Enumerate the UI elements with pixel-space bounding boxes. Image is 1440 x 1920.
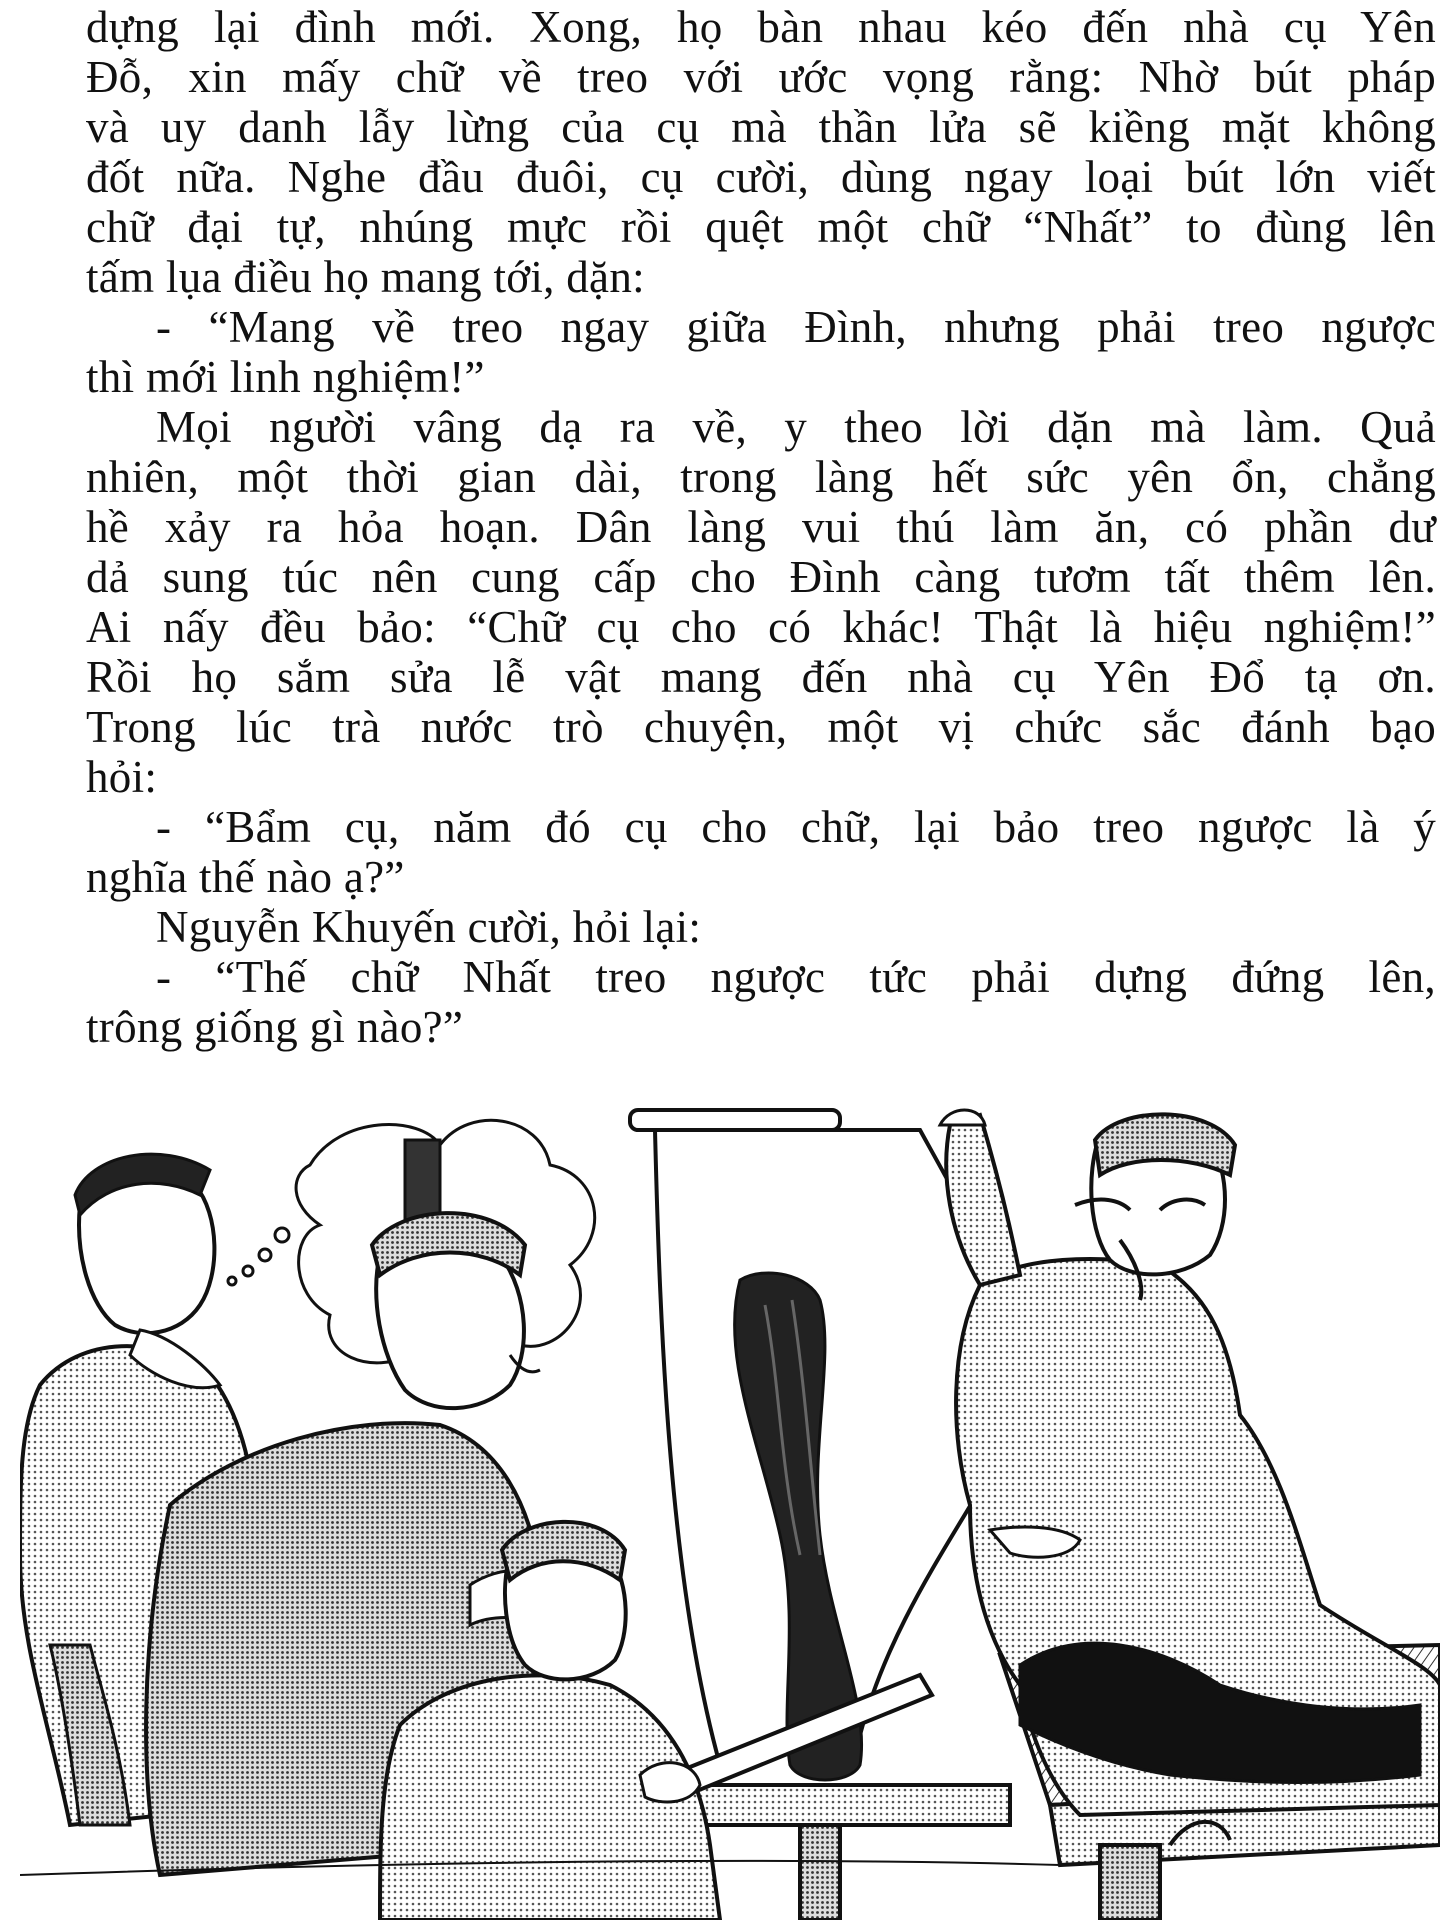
text-line: hề xảy ra hỏa hoạn. Dân làng vui thú làm ăn, có phần dư [86, 502, 1436, 552]
text-line: hỏi: [86, 752, 158, 802]
text-line: thì mới linh nghiệm!” [86, 352, 485, 402]
text-line: - “Bẩm cụ, năm đó cụ cho chữ, lại bảo treo ngược là ý [156, 802, 1436, 852]
text-line: và uy danh lẫy lừng của cụ mà thần lửa sẽ kiềng mặt không [86, 102, 1436, 152]
body-text [86, 2, 1436, 1052]
text-line: nghĩa thế nào ạ?” [86, 852, 405, 902]
text-line: chữ đại tự, nhúng mực rồi quệt một chữ “Nhất” to đùng lên [86, 202, 1436, 252]
scholar-figure [940, 1110, 1440, 1815]
illustration-drawing [20, 1085, 1440, 1920]
text-line: tấm lụa điều họ mang tới, dặn: [86, 252, 645, 302]
text-line: dựng lại đình mới. Xong, họ bàn nhau kéo đến nhà cụ Yên [86, 2, 1436, 52]
text-line: dả sung túc nên cung cấp cho Đình càng tươm tất thêm lên. [86, 552, 1436, 602]
text-line: - “Thế chữ Nhất treo ngược tức phải dựng đứng lên, [156, 952, 1436, 1002]
text-line: Đỗ, xin mấy chữ về treo với ước vọng rằng: Nhờ bút pháp [86, 52, 1436, 102]
text-line: Ai nấy đều bảo: “Chữ cụ cho có khác! Thật là hiệu nghiệm!” [86, 602, 1436, 652]
illustration [20, 1085, 1440, 1920]
text-line: Nguyễn Khuyến cười, hỏi lại: [156, 902, 702, 952]
text-line: - “Mang về treo ngay giữa Đình, nhưng phải treo ngược [156, 302, 1436, 352]
text-line: Trong lúc trà nước trò chuyện, một vị chức sắc đánh bạo [86, 702, 1436, 752]
text-line: Mọi người vâng dạ ra về, y theo lời dặn mà làm. Quả [156, 402, 1436, 452]
text-line: trông giống gì nào?” [86, 1002, 464, 1052]
text-line: nhiên, một thời gian dài, trong làng hết sức yên ổn, chẳng [86, 452, 1436, 502]
text-line: đốt nữa. Nghe đầu đuôi, cụ cười, dùng ngay loại bút lớn viết [86, 152, 1436, 202]
text-line: Rồi họ sắm sửa lễ vật mang đến nhà cụ Yên Đổ tạ ơn. [86, 652, 1436, 702]
